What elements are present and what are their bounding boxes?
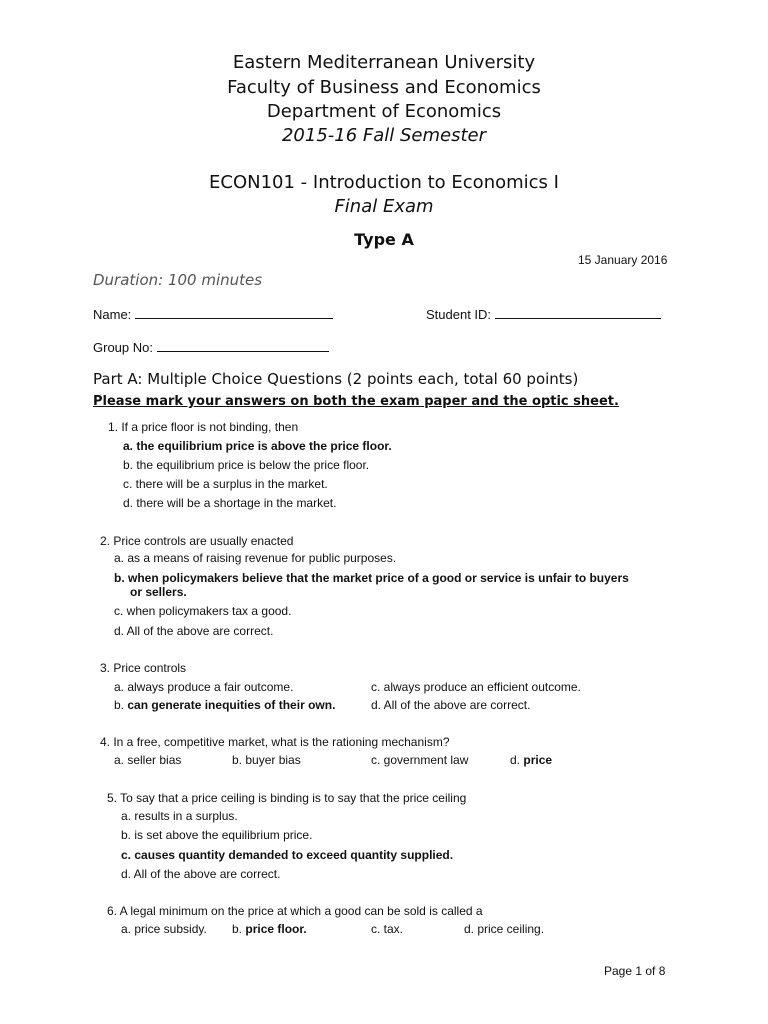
question-3-stem: 3. Price controls [100, 661, 187, 675]
course-title: ECON101 - Introduction to Economics I [209, 172, 559, 193]
question-4-option-c[interactable]: c. government law [371, 753, 469, 767]
part-a-instruction: Please mark your answers on both the exam paper and the optic sheet. [93, 394, 619, 409]
question-2-option-b-cont[interactable]: or sellers. [130, 585, 187, 599]
group-field[interactable] [93, 339, 329, 355]
duration: Duration: 100 minutes [93, 271, 263, 289]
question-6-option-a[interactable]: a. price subsidy. [121, 922, 207, 936]
faculty-name: Faculty of Business and Economics [227, 77, 541, 98]
question-6-option-b-letter: b. [232, 922, 243, 936]
question-1-stem: 1. If a price floor is not binding, then [108, 420, 299, 434]
question-3-option-c[interactable]: c. always produce an efficient outcome. [371, 680, 581, 694]
question-4-option-d[interactable] [510, 753, 552, 767]
question-1-option-a[interactable]: a. the equilibrium price is above the price floor. [123, 439, 392, 453]
question-6-option-c[interactable]: c. tax. [371, 922, 404, 936]
question-3-option-b[interactable] [114, 698, 335, 712]
question-1-option-d[interactable]: d. there will be a shortage in the market. [123, 496, 337, 510]
question-5-option-c[interactable]: c. causes quantity demanded to exceed quantity supplied. [121, 848, 454, 862]
question-1-option-b[interactable]: b. the equilibrium price is below the price floor. [123, 458, 370, 472]
question-6-option-b-text: price floor. [245, 922, 307, 936]
question-2-option-d[interactable]: d. All of the above are correct. [114, 624, 274, 638]
question-6-stem: 6. A legal minimum on the price at which a good can be sold is called a [107, 904, 483, 918]
question-3-option-a[interactable]: a. always produce a fair outcome. [114, 680, 294, 694]
question-3-option-b-letter: b. [114, 698, 125, 712]
question-4-option-a[interactable]: a. seller bias [114, 753, 182, 767]
question-5-stem: 5. To say that a price ceiling is binding is to say that the price ceiling [107, 791, 467, 805]
question-1-option-c[interactable]: c. there will be a surplus in the market. [123, 477, 328, 491]
page-number: Page 1 of 8 [604, 964, 666, 978]
student-id-blank[interactable] [495, 306, 661, 319]
student-id-field[interactable] [426, 306, 661, 322]
question-4-option-d-text: price [523, 753, 553, 767]
group-label: Group No: [93, 340, 153, 355]
question-2-stem: 2. Price controls are usually enacted [100, 534, 294, 548]
exam-date: 15 January 2016 [578, 253, 668, 267]
part-a-title: Part A: Multiple Choice Questions (2 points each, total 60 points) [93, 370, 579, 388]
question-4-option-d-letter: d. [510, 753, 521, 767]
name-field[interactable] [93, 306, 333, 322]
department-name: Department of Economics [266, 101, 502, 122]
question-4-stem: 4. In a free, competitive market, what is the rationing mechanism? [100, 735, 450, 749]
exam-type: Type A [354, 230, 414, 249]
student-id-label: Student ID: [426, 307, 492, 322]
exam-title: Final Exam [334, 196, 434, 217]
question-2-option-a[interactable]: a. as a means of raising revenue for public purposes. [114, 551, 397, 565]
question-5-option-d[interactable]: d. All of the above are correct. [121, 867, 281, 881]
name-label: Name: [93, 307, 132, 322]
question-3-option-d[interactable]: d. All of the above are correct. [371, 698, 531, 712]
question-4-option-b[interactable]: b. buyer bias [232, 753, 301, 767]
question-5-option-b[interactable]: b. is set above the equilibrium price. [121, 828, 313, 842]
question-3-option-b-text: can generate inequities of their own. [127, 698, 336, 712]
name-blank[interactable] [135, 306, 333, 319]
question-6-option-b[interactable] [232, 922, 307, 936]
question-6-option-d[interactable]: d. price ceiling. [464, 922, 545, 936]
group-blank[interactable] [157, 339, 329, 352]
university-name: Eastern Mediterranean University [232, 52, 536, 73]
question-2-option-b[interactable]: b. when policymakers believe that the market price of a good or service is unfair to buyers [114, 571, 629, 585]
semester: 2015-16 Fall Semester [281, 125, 487, 146]
question-2-option-c[interactable]: c. when policymakers tax a good. [114, 604, 292, 618]
question-5-option-a[interactable]: a. results in a surplus. [121, 809, 238, 823]
